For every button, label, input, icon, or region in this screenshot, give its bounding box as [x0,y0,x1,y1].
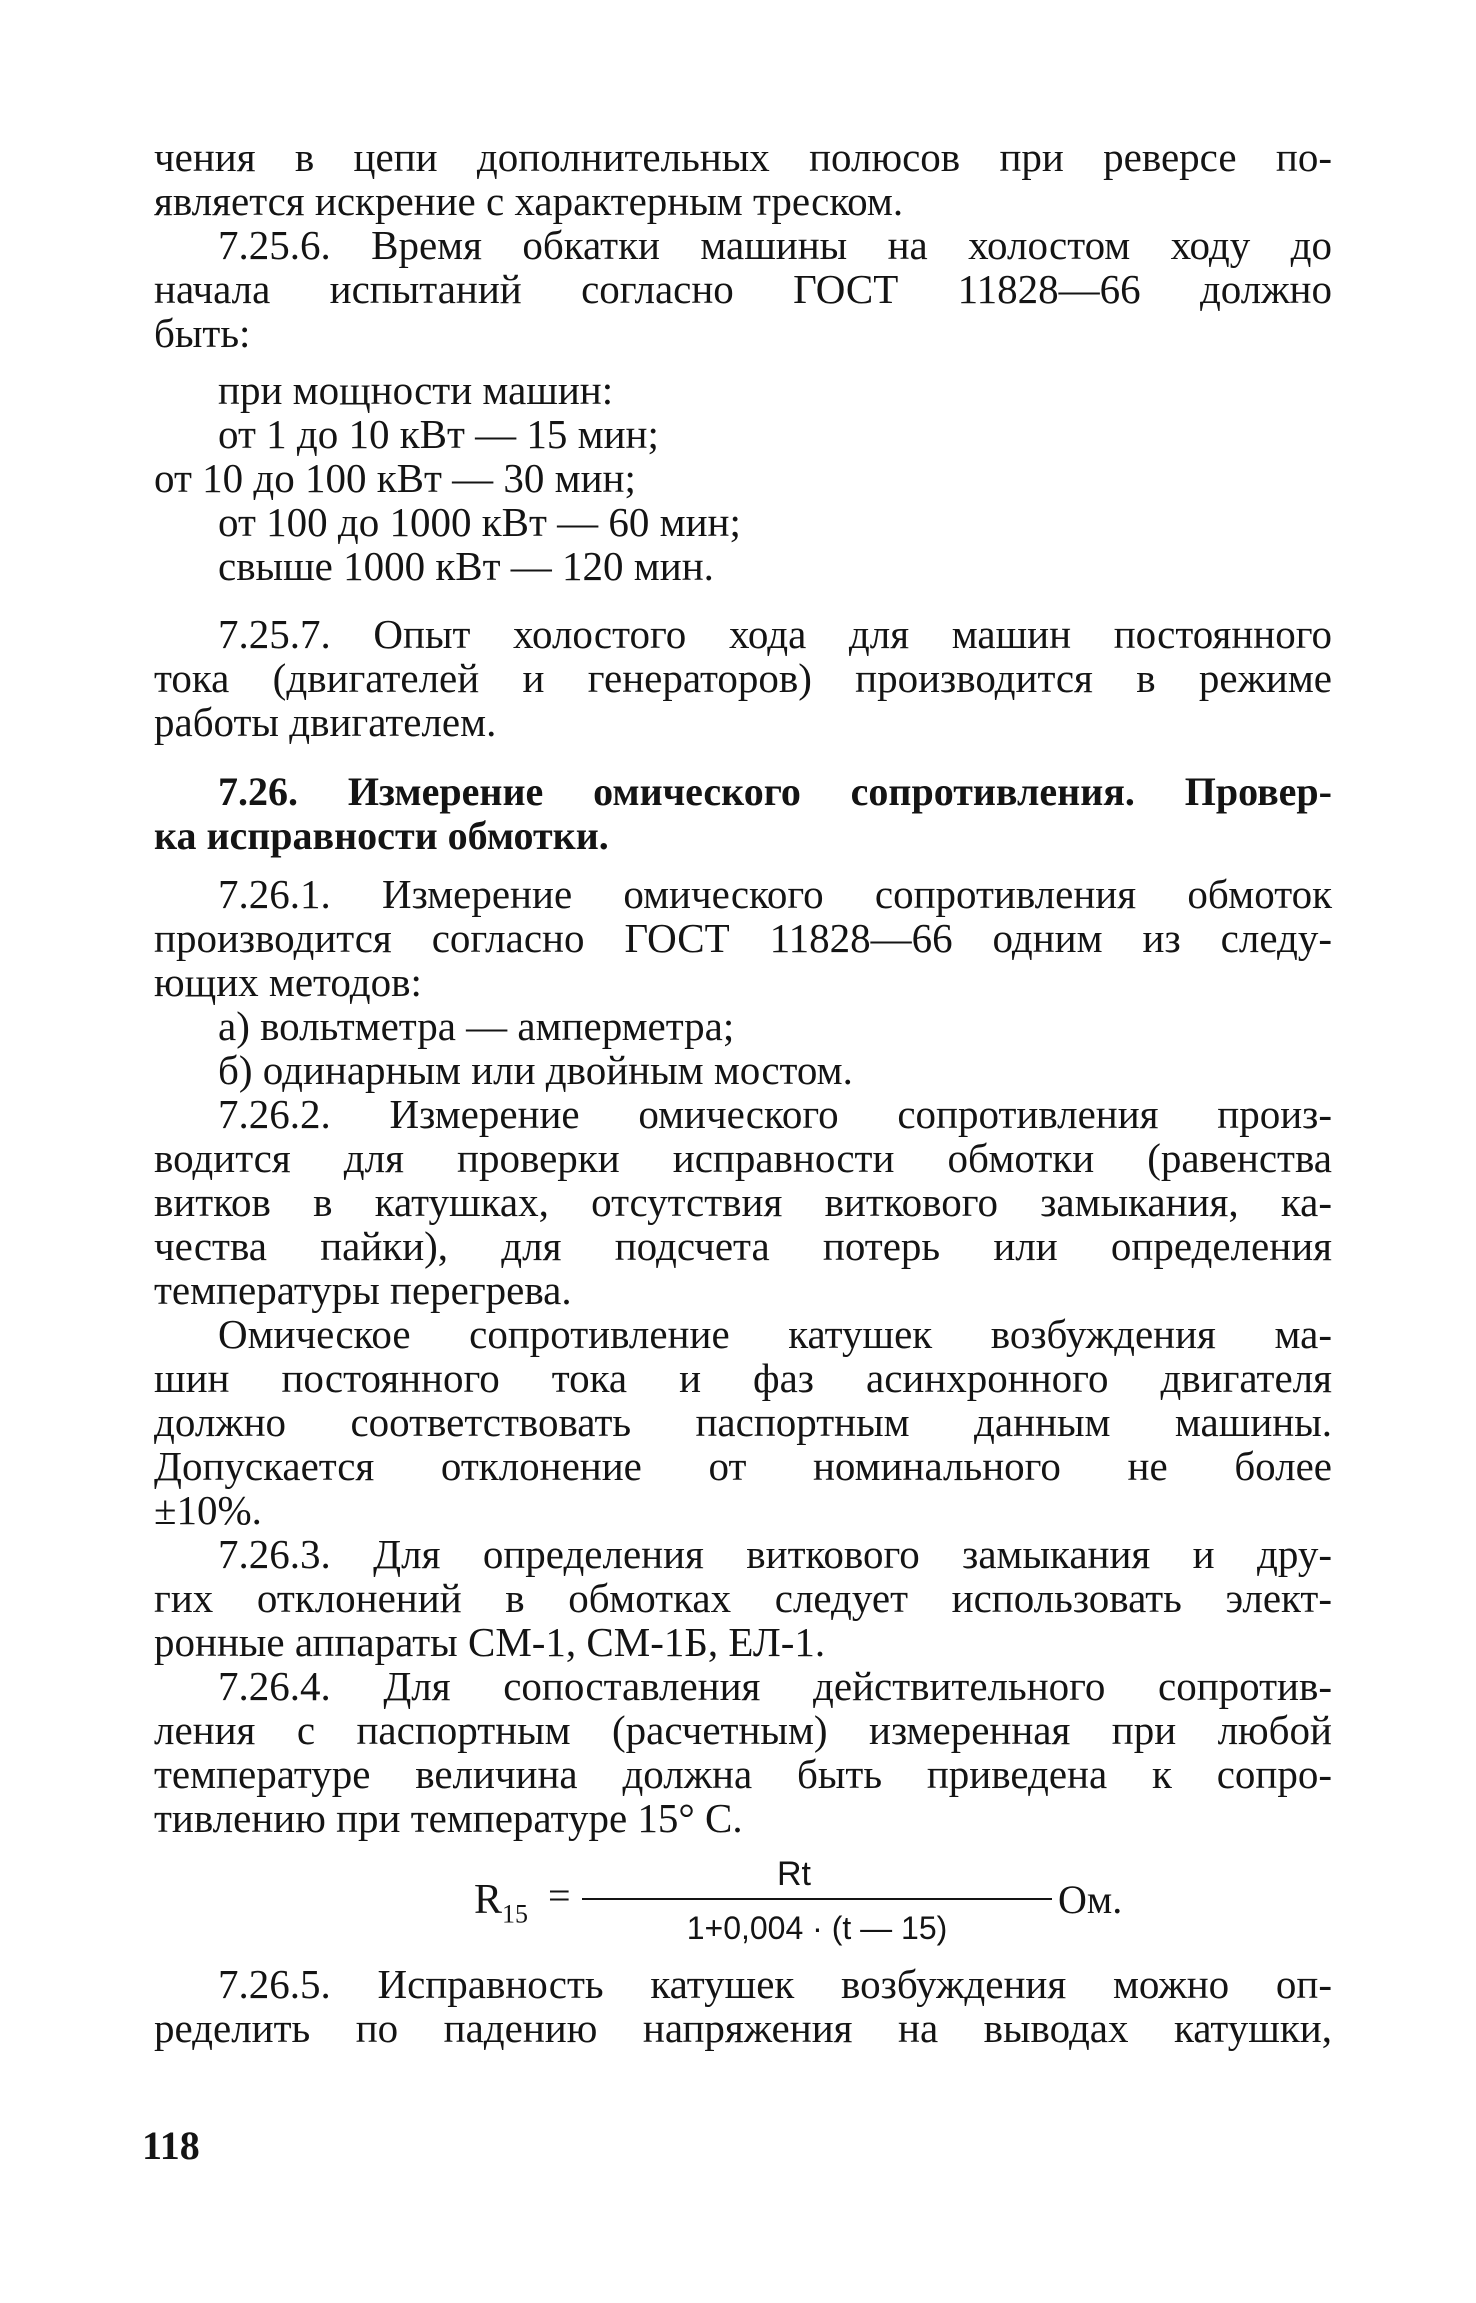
formula-unit: Ом. [1058,1877,1123,1922]
text-line: тока (двигателей и генераторов) производится в режиме [154,655,1332,701]
text-line: витков в катушках, отсутствия виткового замыкания, ка- [154,1179,1332,1225]
paragraph-7-25-7 [154,612,1332,744]
method-list [154,1004,1332,1092]
text-line: температуре величина должна быть приведена к сопро- [154,1751,1332,1797]
paragraph-7-26-4 [154,1664,1332,1840]
text-line: работы двигателем. [154,699,497,745]
page-number: 118 [142,2123,200,2168]
formula-numerator: Rt [777,1855,811,1893]
paragraph-7-26-1 [154,872,1332,1004]
list-item: свыше 1000 кВт — 120 мин. [218,543,714,589]
text-line: ронные аппараты СМ-1, СМ-1Б, ЕЛ-1. [154,1619,826,1665]
text-line: 7.26.1. Измерение омического сопротивления обмоток [218,871,1332,917]
page-body [154,135,1332,2050]
formula-denominator: 1+0,004 · (t — 15) [686,1910,948,1946]
text-line: ределить по падению напряжения на выводах катушки, [154,2005,1332,2051]
text-line: тивлению при температуре 15° С. [154,1795,743,1841]
list-item: от 1 до 10 кВт — 15 мин; [218,411,659,457]
list-item: при мощности машин: [218,367,614,413]
list-item: а) вольтметра — амперметра; [218,1003,735,1049]
text-line: чества пайки), для подсчета потерь или определения [154,1223,1332,1269]
list-item: от 10 до 100 кВт — 30 мин; [154,455,636,501]
paragraph-continuation [154,135,1332,223]
text-line: начала испытаний согласно ГОСТ 11828—66 должно [154,266,1332,312]
text-line: чения в цепи дополнительных полюсов при реверсе по- [154,134,1332,180]
text-line: 7.26.4. Для сопоставления действительного сопротив- [218,1663,1332,1709]
text-line: ±10%. [154,1487,262,1533]
section-heading-7-26 [154,770,1332,858]
paragraph-7-26-2 [154,1092,1332,1312]
text-line: быть: [154,310,251,356]
paragraph-7-26-3 [154,1532,1332,1664]
list-item: от 100 до 1000 кВт — 60 мин; [218,499,741,545]
text-line: 7.25.7. Опыт холостого хода для машин постоянного [218,611,1332,657]
resistance-formula [154,1856,1332,1948]
heading-line: ка исправности обмотки. [154,813,609,858]
text-line: температуры перегрева. [154,1267,572,1313]
text-line: является искрение с характерным треском. [154,178,904,224]
list-item: б) одинарным или двойным мостом. [218,1047,853,1093]
text-line: ления с паспортным (расчетным) измеренная при любой [154,1707,1332,1753]
text-line: водится для проверки исправности обмотки (равенства [154,1135,1332,1181]
text-line: 7.26.2. Измерение омического сопротивления произ- [218,1091,1332,1137]
text-line: Омическое сопротивление катушек возбуждения ма- [218,1311,1332,1357]
formula-subscript: 15 [502,1899,529,1929]
paragraph-7-25-6 [154,223,1332,355]
heading-line: 7.26. Измерение омического сопротивления. Провер- [218,769,1332,814]
power-duration-list [154,368,1332,588]
text-line: 7.25.6. Время обкатки машины на холостом ходу до [218,222,1332,268]
text-line: 7.26.3. Для определения виткового замыкания и дру- [218,1531,1332,1577]
text-line: шин постоянного тока и фаз асинхронного двигателя [154,1355,1332,1401]
formula-symbol: R [474,1877,503,1923]
paragraph-resistance-tolerance [154,1312,1332,1532]
text-line: ющих методов: [154,959,422,1005]
text-line: должно соответствовать паспортным данным машины. [154,1399,1332,1445]
text-line: производится согласно ГОСТ 11828—66 одним из следу- [154,915,1332,961]
formula-equals: = [548,1873,571,1918]
text-line: Допускается отклонение от номинального не более [154,1443,1332,1489]
formula-lhs [474,1878,528,1936]
fraction-bar [582,1898,1052,1900]
text-line: гих отклонений в обмотках следует использовать элект- [154,1575,1332,1621]
paragraph-7-26-5 [154,1962,1332,2050]
text-line: 7.26.5. Исправность катушек возбуждения можно оп- [218,1961,1332,2007]
